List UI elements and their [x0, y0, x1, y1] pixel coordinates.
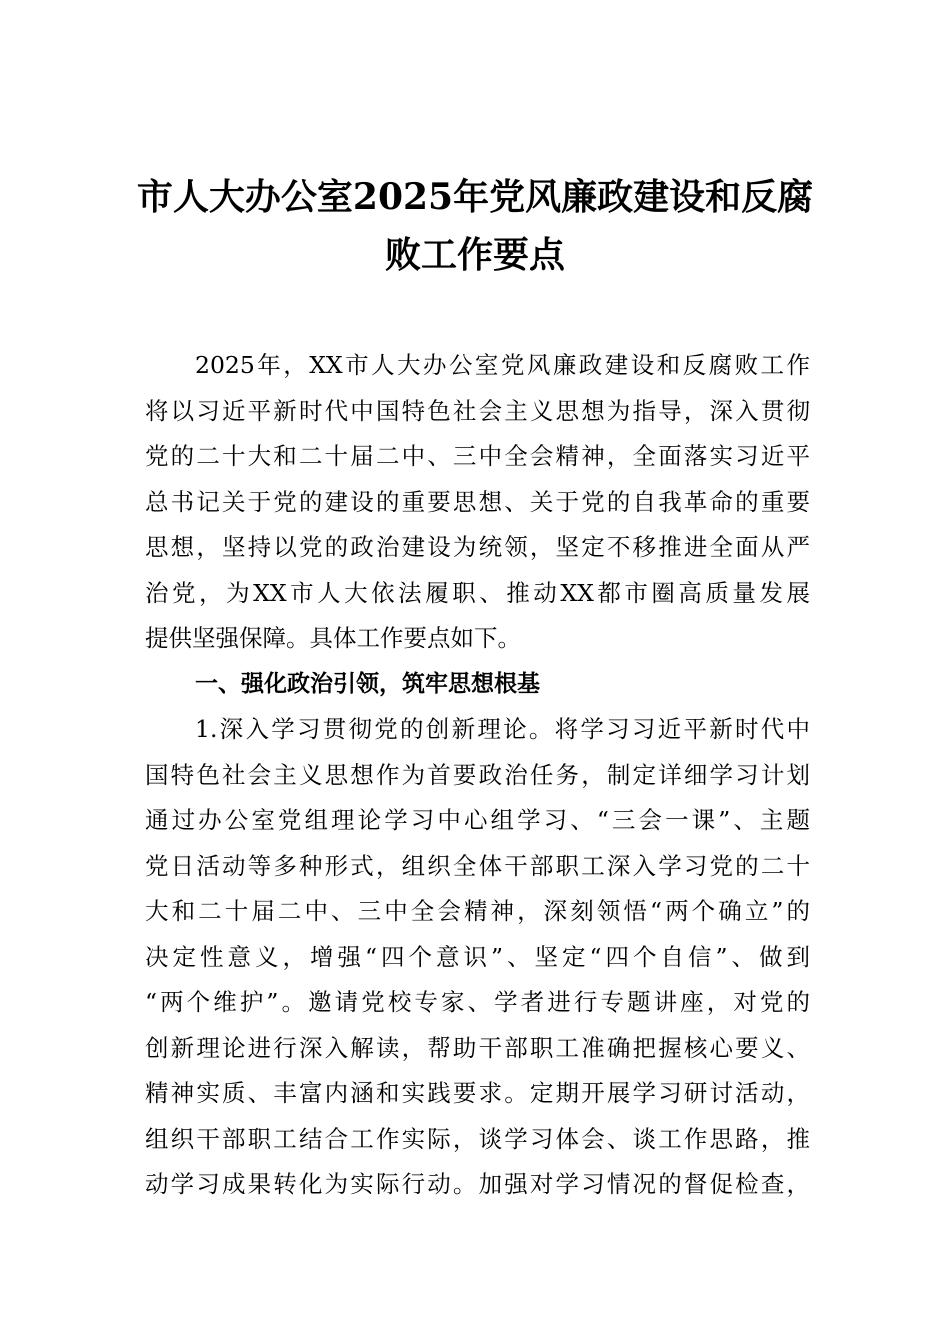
paragraph-line: 通过办公室党组理论学习中心组学习、“三会一课”、主题 — [145, 806, 810, 834]
title-line-2: 败工作要点 — [384, 234, 565, 276]
paragraph-line: 将以习近平新时代中国特色社会主义思想为指导，深入贯彻 — [145, 396, 810, 425]
paragraph-line: 国特色社会主义思想作为首要政治任务，制定详细学习计划 — [145, 760, 810, 789]
paragraph-line: 党的二十大和二十届二中、三中全会精神，全面落实习近平 — [145, 442, 810, 470]
paragraph-line: 治党，为XX市人大依法履职、推动XX都市圈高质量发展 — [145, 578, 810, 607]
paragraph-line: 1.深入学习贯彻党的创新理论。将学习习近平新时代中 — [195, 715, 810, 743]
paragraph-line: 总书记关于党的建设的重要思想、关于党的自我革命的重要 — [145, 487, 810, 516]
section-heading: 一、强化政治引领，筑牢思想根基 — [195, 670, 540, 697]
paragraph-line: 党日活动等多种形式，组织全体干部职工深入学习党的二十 — [145, 851, 810, 880]
paragraph-line: 创新理论进行深入解读，帮助干部职工准确把握核心要义、 — [145, 1033, 810, 1062]
document-body — [145, 343, 810, 1208]
paragraph-line: 提供坚强保障。具体工作要点如下。 — [145, 624, 521, 652]
paragraph-line: 精神实质、丰富内涵和实践要求。定期开展学习研讨活动， — [145, 1079, 810, 1107]
document-title — [110, 168, 840, 284]
paragraph-line: 决定性意义，增强“四个意识”、坚定“四个自信”、做到 — [145, 942, 810, 971]
paragraph-line: 动学习成果转化为实际行动。加强对学习情况的督促检查， — [145, 1170, 810, 1198]
paragraph-line: “两个维护”。邀请党校专家、学者进行专题讲座，对党的 — [145, 988, 810, 1016]
paragraph-line: 组织干部职工结合工作实际，谈学习体会、谈工作思路，推 — [145, 1124, 810, 1153]
paragraph-line: 2025年，XX市人大办公室党风廉政建设和反腐败工作 — [195, 351, 810, 379]
paragraph-line: 大和二十届二中、三中全会精神，深刻领悟“两个确立”的 — [145, 897, 810, 925]
title-line-1: 市人大办公室2025年党风廉政建设和反腐 — [136, 176, 814, 218]
paragraph-line: 思想，坚持以党的政治建设为统领，坚定不移推进全面从严 — [145, 533, 810, 561]
